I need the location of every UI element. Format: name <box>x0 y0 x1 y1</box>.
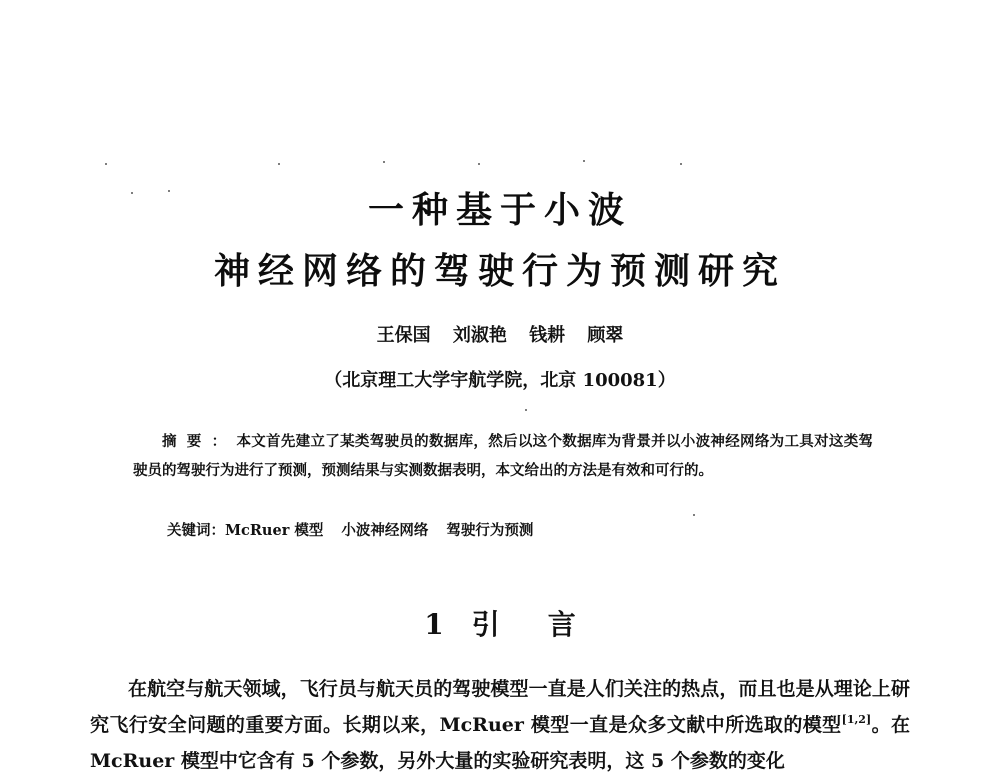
section-title-part: 引 <box>471 608 500 641</box>
author-name: 钱耕 <box>529 325 566 346</box>
section-number: 1 <box>424 608 444 641</box>
scan-speck <box>680 163 682 165</box>
author-name: 王保国 <box>376 325 431 346</box>
scan-speck <box>583 160 585 162</box>
author-list <box>0 321 1000 347</box>
scan-speck <box>478 163 480 165</box>
affiliation: （北京理工大学宇航学院，北京 100081） <box>324 370 676 391</box>
paper-title-line-1: 一种基于小波 <box>367 189 632 231</box>
scan-speck <box>693 514 695 516</box>
abstract-label: 摘要： <box>162 433 237 450</box>
keywords <box>167 519 551 540</box>
scan-speck <box>525 409 527 411</box>
keyword: 驾驶行为预测 <box>446 522 534 539</box>
keyword: McRuer 模型 <box>225 522 324 539</box>
body-text-part: 在航空与航天领域，飞行员与航天员的驾驶模型一直是人们关注的热点，而且也是从理论上研究飞行安全问题的重要方面。长期以来，McRuer 模型一直是众多文献中所选取的模型 <box>90 678 910 736</box>
author-name: 顾翠 <box>587 325 624 346</box>
body-text-part: 。在 McRuer 模型中它含有 5 个参数，另外大量的实验研究表明，这 5 个参数的变化 <box>90 714 910 772</box>
abstract-text: 本文首先建立了某类驾驶员的数据库，然后以这个数据库为背景并以小波神经网络为工具对这类驾驶员的驾驶行为进行了预测，预测结果与实测数据表明，本文给出的方法是有效和可行的。 <box>133 433 874 479</box>
paper-title-line-2: 神经网络的驾驶行为预测研究 <box>213 250 786 292</box>
scan-speck <box>383 161 385 163</box>
section-heading <box>0 603 1000 643</box>
section-title-part: 言 <box>547 608 576 641</box>
scan-speck <box>105 163 107 165</box>
citation: [1,2] <box>841 713 872 726</box>
scan-speck <box>278 163 280 165</box>
body-paragraph <box>90 671 910 779</box>
abstract <box>133 427 873 485</box>
keyword: 小波神经网络 <box>341 522 429 539</box>
keywords-label: 关键词： <box>167 522 225 539</box>
author-name: 刘淑艳 <box>452 325 507 346</box>
